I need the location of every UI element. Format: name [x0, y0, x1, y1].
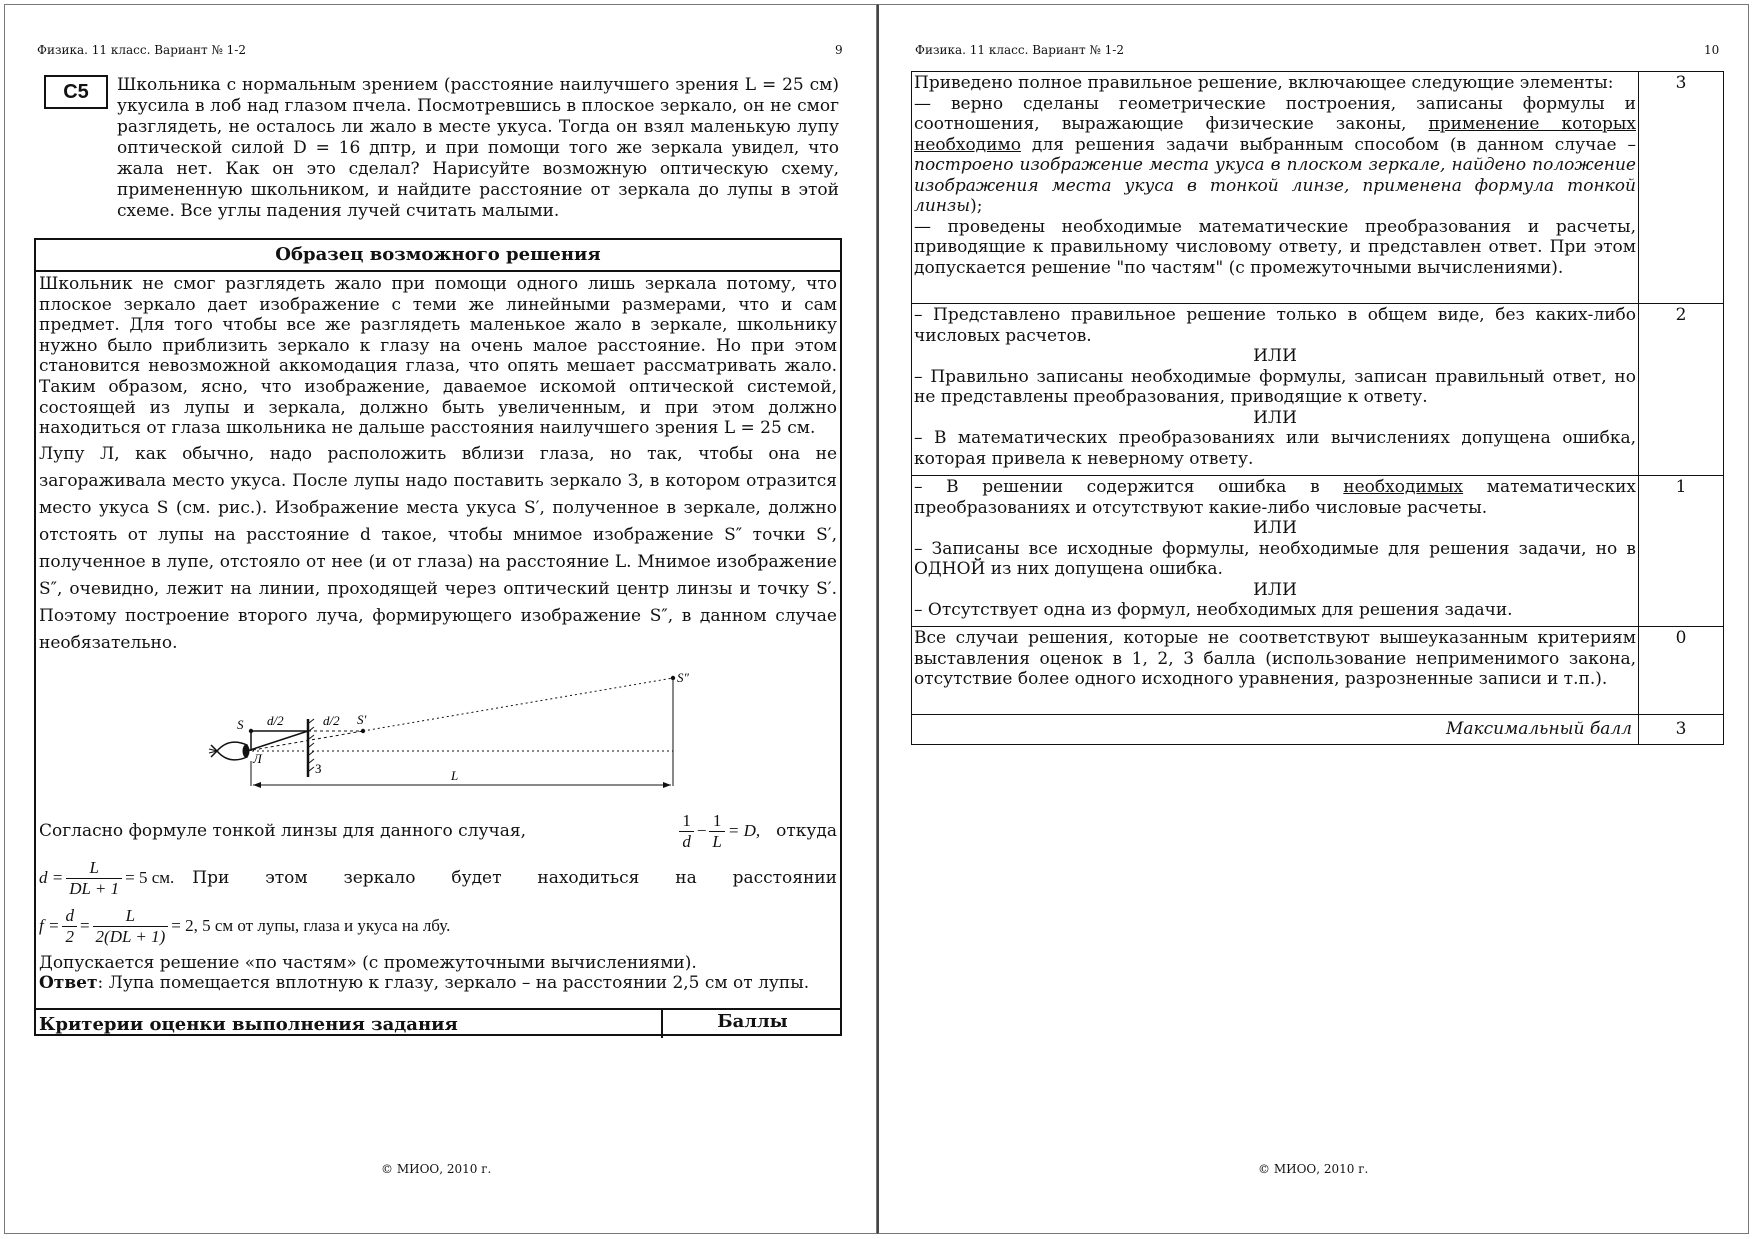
row1-text-3: – Отсутствует одна из формул, необходимых для решения задачи.: [914, 600, 1513, 620]
fraction-1-over-d: $\frac{1}{d}$: [679, 811, 694, 853]
point-s1: [361, 729, 365, 733]
row1-score: 1: [1675, 477, 1687, 497]
row1-text-2: – Записаны все исходные формулы, необходимые для решения задачи, но в ОДНОЙ из них допущена ошибка.: [914, 538, 1636, 579]
page-header: Физика. 11 класс. Вариант № 1-2: [37, 43, 246, 57]
row3-bullet-2: — проведены необходимые математические преобразования и расчеты, приводящие к правильному числовому ответу, и представлен ответ. При этом допускается решение "по частям" (с промежуточными вычислениями).: [914, 216, 1636, 278]
label-s1: S′: [357, 711, 367, 727]
row2-text-3: – В математических преобразованиях или вычислениях допущена ошибка, которая привела к неверному ответу.: [914, 428, 1636, 469]
row1-or-1: ИЛИ: [1253, 518, 1297, 538]
row2-score: 2: [1675, 305, 1687, 325]
mirror-hatching: [309, 719, 314, 771]
row0-text: Все случаи решения, которые не соответствуют вышеуказанным критериям выставления оценок в 1, 2, 3 балла (использование неприменимого закона, отсутствие более одного исходного уравнения, разрозненные записи и т.п.).: [914, 628, 1636, 689]
criteria-row-2: [912, 304, 1723, 476]
criteria-row-max: [912, 715, 1723, 744]
fraction-d-over-2: $\frac{d}{2}$: [62, 906, 77, 948]
point-s: [249, 729, 253, 733]
row0-score: 0: [1675, 628, 1687, 648]
label-d2-left: d/2: [267, 712, 284, 728]
row3-intro: Приведено полное правильное решение, включающее следующие элементы:: [914, 73, 1614, 93]
max-score-label: Максимальный балл: [912, 715, 1639, 744]
page-header: Физика. 11 класс. Вариант № 1-2: [915, 43, 1124, 57]
ray-lens-to-s1: [247, 731, 363, 751]
row2-text-2: – Правильно записаны необходимые формулы, записан правильный ответ, но не представлены преобразования, приводящие к ответу.: [914, 366, 1636, 407]
formula-d-line: d = $\frac{L}{DL + 1}$ = 5 см. При этом зеркало будет находиться на расстоянии: [39, 857, 837, 899]
solution-box: [34, 238, 842, 1036]
fraction-l-over-2dl: $\frac{L}{2(DL + 1)}$: [93, 906, 169, 948]
row3-bullet-1: — верно сделаны геометрические построения, записаны формулы и соотношения, выражающие физические законы, применение которых необходимо для решения задачи выбранным способом (в данном случае – построено изображение места укуса в плоском зеркале, найдено положение изображения места укуса в тонкой линзе, применена формула тонкой линзы);: [914, 93, 1636, 216]
answer-label: Ответ: [39, 973, 98, 994]
formula-lens-line: Согласно формуле тонкой линзы для данного случая, $\frac{1}{d}$ − $\frac{1}{L}$ = D, откуда: [39, 810, 837, 852]
page-right: [877, 4, 1749, 1234]
page-footer: © МИОО, 2010 г.: [1258, 1162, 1369, 1176]
fraction-1-over-l: $\frac{1}{L}$: [709, 811, 724, 853]
formula-f-line: f = $\frac{d}{2}$ = $\frac{L}{2(DL + 1)}$ = 2, 5 см от лупы, глаза и укуса на лбу.: [39, 905, 451, 947]
ray-s1-to-s2: [363, 678, 673, 731]
label-lens: Л: [253, 750, 262, 766]
ray-mirror-to-lens: [247, 731, 308, 751]
row1-text-1: – В решении содержится ошибка в необходимых математических преобразованиях и отсутствуют какие-либо числовые расчеты.: [914, 477, 1636, 518]
optical-diagram: [39, 661, 839, 809]
criteria-row-1: [912, 476, 1723, 627]
label-s2: S″: [677, 669, 689, 685]
points-header: Баллы: [661, 1010, 842, 1038]
task-label: С5: [44, 75, 108, 109]
label-l: L: [451, 767, 459, 783]
row1-or-2: ИЛИ: [1253, 579, 1297, 600]
criteria-row-3: [912, 72, 1723, 304]
formula-intro: Согласно формуле тонкой линзы для данного случая,: [39, 821, 526, 842]
fraction-d: $\frac{L}{DL + 1}$: [66, 858, 122, 900]
partial-note: Допускается решение «по частям» (с промежуточными вычислениями).: [39, 952, 697, 973]
page-number: 10: [1704, 43, 1720, 57]
solution-title: Образец возможного решения: [36, 240, 840, 272]
answer-text: : Лупа помещается вплотную к глазу, зеркало – на расстоянии 2,5 см от лупы.: [97, 973, 810, 994]
problem-text: [117, 75, 839, 222]
label-d2-right: d/2: [323, 712, 340, 728]
criteria-header: Критерии оценки выполнения задания: [39, 1014, 458, 1035]
criteria-header-row: [36, 1008, 840, 1038]
page-number: 9: [835, 43, 843, 57]
max-score-value: 3: [1675, 719, 1687, 739]
label-s: S: [237, 716, 244, 732]
answer-line: [39, 973, 837, 994]
criteria-row-0: [912, 627, 1723, 715]
solution-paragraph-1: Школьник не смог разглядеть жало при помощи одного лишь зеркала потому, что плоское зеркало дает изображение с теми же линейными размерами, что и сам предмет. Для того чтобы все же разглядеть маленькое жало в зеркале, школьнику нужно было приблизить зеркало к глазу на очень малое расстояние. Но при этом становится невозможной аккомодация глаза, что опять мешает рассматривать жало. Таким образом, ясно, что изображение, даваемое искомой оптической системой, состоящей из лупы и зеркала, должно быть увеличенным, и при этом должно находиться от глаза школьника не дальше расстояния наилучшего зрения L = 25 см.: [39, 274, 837, 439]
row2-or-1: ИЛИ: [1253, 346, 1297, 366]
label-mirror: З: [315, 760, 322, 776]
solution-paragraph-2: Лупу Л, как обычно, надо расположить вблизи глаза, но так, чтобы она не загораживала место укуса. После лупы надо поставить зеркало З, в котором отразится место укуса S (см. рис.). Изображение места укуса S′, полученное в зеркале, должно отстоять от лупы на расстояние d такое, чтобы мнимое изображение S″ точки S′, полученное в лупе, отстояло от нее (и от глаза) на расстояние L. Мнимое изображение S″, очевидно, лежит на линии, проходящей через оптический центр линзы и точку S′. Поэтому построение второго луча, формирующего изображение S″, в данном случае необязательно.: [39, 443, 837, 653]
page-left: [4, 4, 877, 1234]
row2-text-1: – Представлено правильное решение только в общем виде, без каких-либо числовых расчетов.: [914, 305, 1636, 346]
page-footer: © МИОО, 2010 г.: [381, 1162, 492, 1176]
row2-or-2: ИЛИ: [1253, 407, 1297, 428]
criteria-table: [911, 71, 1724, 745]
problem-paragraph: Школьника с нормальным зрением (расстояние наилучшего зрения L = 25 см) укусила в лоб над глазом пчела. Посмотревшись в плоское зеркало, он не смог разглядеть, не осталось ли жало в месте укуса. Тогда он взял маленькую лупу оптической силой D = 16 дптр, и при помощи того же зеркала увидел, что жала нет. Как он это сделал? Нарисуйте возможную оптическую схему, примененную школьником, и найдите расстояние от зеркала до лупы в этой схеме. Все углы падения лучей считать малыми.: [117, 75, 839, 221]
row3-score: 3: [1675, 73, 1687, 93]
